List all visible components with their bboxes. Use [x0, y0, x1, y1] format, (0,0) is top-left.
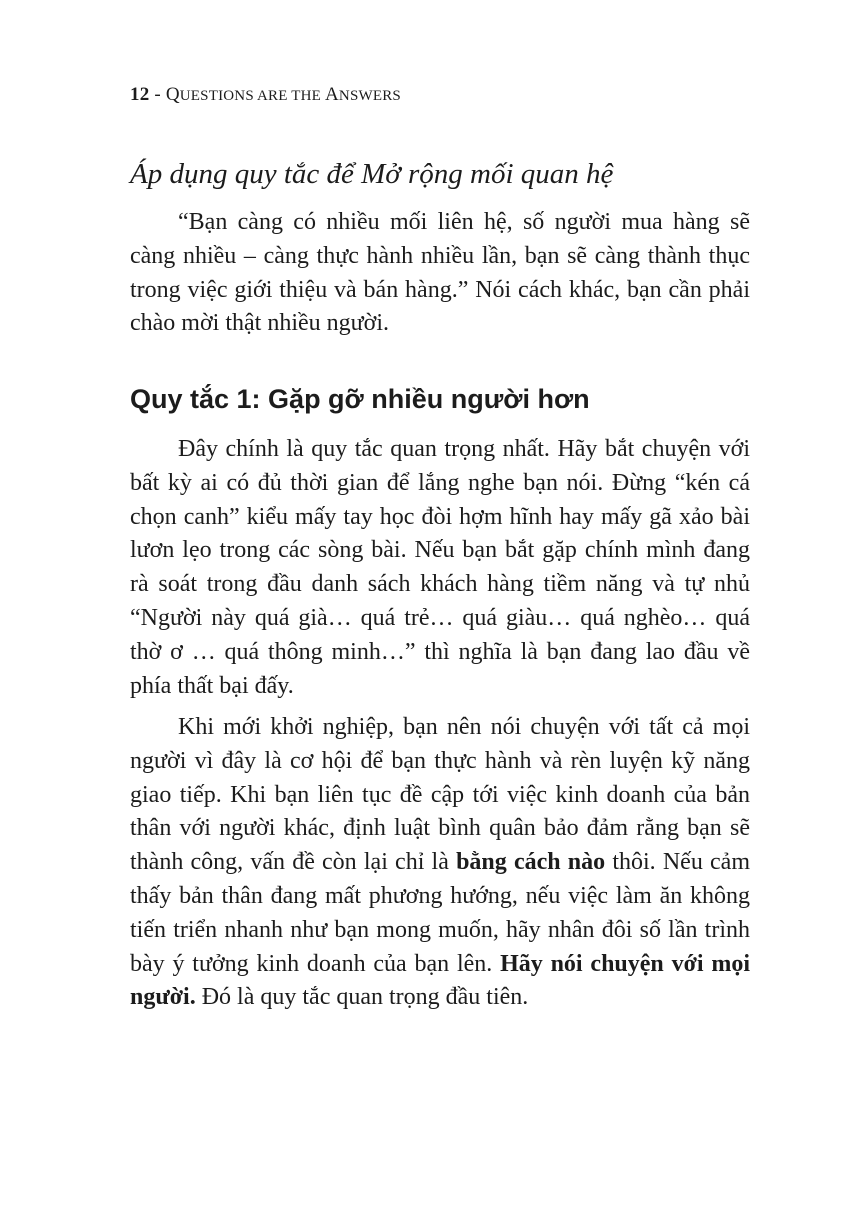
book-title-cap-1: Q [165, 84, 180, 105]
book-title-small-1: UESTIONS [179, 88, 254, 104]
page-number: 12 [130, 84, 150, 105]
book-title-small-3: NSWERS [338, 88, 401, 104]
paragraph-2: Đây chính là quy tắc quan trọng nhất. Hãy bắt chuyện với bất kỳ ai có đủ thời gian để lắng nghe bạn nói. Đừng “kén cá chọn canh” kiểu mấy tay học đòi hợm hĩnh hay mấy gã xảo bài lươn lẹo trong các sòng bài. Nếu bạn bắt gặp chính mình đang rà soát trong đầu danh sách khách hàng tiềm năng và tự nhủ “Người này quá già… quá trẻ… quá giàu… quá nghèo… quá thờ ơ … quá thông minh…” thì nghĩa là bạn đang lao đầu về phía thất bại đấy. [130, 436, 750, 699]
section-heading: Áp dụng quy tắc để Mở rộng mối quan hệ [130, 158, 614, 190]
book-title-small-2: ARE THE [253, 88, 325, 104]
paragraph-3-bold-2: Hãy nói chuyện với mọi người. [130, 950, 750, 1011]
paragraph-3-text-2: thôi. Nếu cảm thấy bản thân đang mất phương hướng, nếu việc làm ăn không tiến triển nhanh như bạn mong muốn, hãy nhân đôi số lần trình bày ý tưởng kinh doanh của bạn lên. [130, 849, 750, 977]
book-title-cap-2: A [324, 84, 339, 105]
running-head [130, 84, 401, 106]
paragraph-3 [130, 711, 750, 1015]
paragraph-1: “Bạn càng có nhiều mối liên hệ, số người mua hàng sẽ càng nhiều – càng thực hành nhiều lần, bạn sẽ càng thành thục trong việc giới thiệu và bán hàng.” Nói cách khác, bạn cần phải chào mời thật nhiều người. [130, 209, 750, 337]
paragraph-3-text-3: Đó là quy tắc quan trọng đầu tiên. [195, 984, 529, 1011]
paragraph-3-text-1: Khi mới khởi nghiệp, bạn nên nói chuyện với tất cả mọi người vì đây là cơ hội để bạn thực hành và rèn luyện kỹ năng giao tiếp. Khi bạn liên tục đề cập tới việc kinh doanh của bản thân với người khác, định luật bình quân bảo đảm rằng bạn sẽ thành công, vấn đề còn lại chỉ là [130, 714, 750, 876]
rule-heading: Quy tắc 1: Gặp gỡ nhiều người hơn [130, 384, 590, 414]
paragraph-3-bold-1: bằng cách nào [456, 849, 606, 876]
book-title [166, 84, 401, 105]
running-head-separator: - [149, 84, 166, 105]
